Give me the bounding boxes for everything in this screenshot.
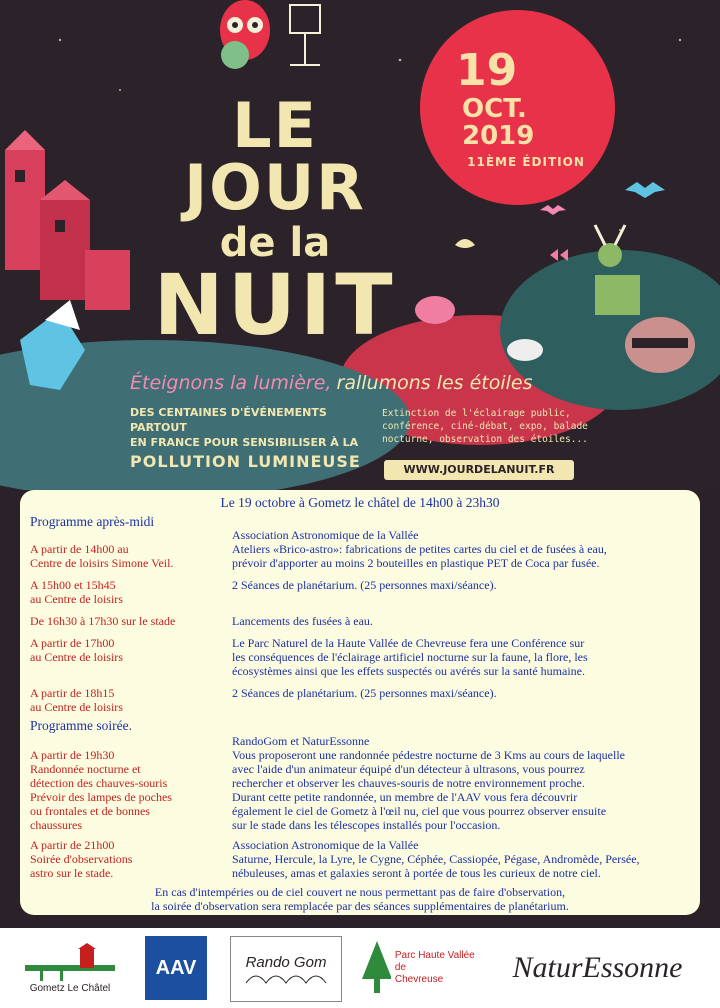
schedule-description: RandoGom et NaturEssonne Vous proposeront une randonnée pédestre nocturne de 3 Kms au cours de laquelle avec l'aide d'un animateur équipé d'un détecteur à ultrasons, vous pourrez rechercher et observer les chauves-souris de notre environnement proche. Durant cette petite randonnée, un membre de l'AAV vous fera découvrir également le ciel de Gometz à l'œil nu, ciel que vous pourrez observer ensuite sur le stade dans les télescopes installés pour l'occasion. (232, 734, 625, 832)
description-left (130, 406, 370, 472)
date-month: OCT. (462, 94, 527, 124)
schedule-time: A partir de 14h00 au Centre de loisirs Simone Veil. (30, 542, 174, 570)
bat-icon (540, 205, 566, 215)
schedule-description: Association Astronomique de la Vallée Ateliers «Brico-astro»: fabrications de petites cartes du ciel et de fusées à eau, prévoir d'apporter au moins 2 bouteilles en plastique PET de Coca par fusée. (232, 528, 607, 570)
afternoon-heading: Programme après-midi (30, 514, 155, 529)
schedule-description: Le Parc Naturel de la Haute Vallée de Chevreuse fera une Conférence sur les conséquences de l'éclairage artificiel nocturne sur la faune, la flore, les écosystèmes ainsi que les effets suspectés ou avérés sur la santé humaine. (232, 636, 588, 678)
randogom-label: Rando Gom (245, 953, 327, 971)
gometz-label: Gometz Le Châtel (29, 982, 111, 994)
website-link[interactable]: WWW.JOURDELANUIT.FR (384, 460, 574, 480)
bat-icon (625, 182, 665, 198)
edition-label: 11ÈME ÉDITION (467, 154, 585, 169)
program-panel (20, 490, 700, 915)
tree-icon (360, 939, 391, 997)
schedule-description: 2 Séances de planétarium. (25 personnes maxi/séance). (232, 686, 497, 700)
naturessonne-label: NaturEssonne (512, 951, 683, 984)
aav-logo (145, 936, 207, 1000)
date-year: 2019 (462, 121, 535, 152)
gometz-castle-icon (20, 943, 120, 983)
parc-label-2: Chevreuse (394, 974, 444, 985)
parc-chevreuse-logo (360, 936, 480, 1000)
schedule-time: De 16h30 à 17h30 sur le stade (30, 614, 176, 628)
schedule-time: A partir de 18h15 au Centre de loisirs (30, 686, 123, 714)
poster-title (150, 89, 400, 354)
schedule-time: A 15h00 et 15h45 au Centre de loisirs (30, 578, 123, 606)
lamp-illustration (290, 5, 320, 65)
naturessonne-logo (495, 936, 700, 1000)
desc-left-line-3: POLLUTION LUMINEUSE (130, 451, 361, 471)
schedule-description: Lancements des fusées à eau. (232, 614, 373, 628)
date-block (456, 45, 596, 169)
slogan (130, 372, 590, 394)
raccoon-illustration (625, 317, 695, 373)
poster-hero (0, 0, 720, 490)
schedule-time: A partir de 19h30 Randonnée nocturne et détection des chauves-souris Prévoir des lampes de poches ou frontales et de bonnes chaussures (30, 748, 172, 832)
title-line-3: NUIT (153, 256, 397, 354)
description-right: Extinction de l'éclairage public, conférence, ciné-débat, expo, balade nocturne, observation des étoiles... (382, 408, 588, 445)
randogom-logo (230, 936, 342, 1002)
slogan-part-b: rallumons les étoiles (336, 372, 533, 394)
bird-icon (455, 239, 475, 248)
partner-logos (0, 928, 720, 1008)
desc-left-line-1: DES CENTAINES D'ÉVÉNEMENTS PARTOUT (130, 406, 327, 434)
randogom-arches-icon (241, 971, 331, 985)
schedule-time: A partir de 21h00 Soirée d'observations astro sur le stade. (30, 838, 133, 880)
title-line-1: LE JOUR (184, 89, 366, 224)
houses-illustration (5, 130, 130, 310)
owl-illustration (220, 0, 270, 69)
program-title: Le 19 octobre à Gometz le châtel de 14h00 à 23h30 (220, 495, 500, 510)
gometz-logo (15, 936, 125, 1000)
date-day: 19 (456, 45, 518, 96)
parc-label-1: Parc Haute Vallée de (394, 950, 475, 973)
weather-note: En cas d'intempéries ou de ciel couvert ne nous permettant pas de faire d'observation, la soirée d'observation sera remplacée par des séances supplémentaires de planétarium. (151, 885, 569, 913)
schedule-description: Association Astronomique de la Vallée Saturne, Hercule, la Lyre, le Cygne, Céphée, Cassiopée, Pégase, Andromède, Persée, nébuleuses, amas et galaxies seront à portée de tous les curieux de notre ciel. (232, 838, 640, 880)
desc-left-line-2: EN FRANCE POUR SENSIBILISER À LA (130, 435, 359, 449)
slogan-part-a: Éteignons la lumière, (130, 372, 332, 394)
rabbit-illustration (415, 296, 455, 324)
aav-label: AAV (155, 956, 197, 979)
schedule-description: 2 Séances de planétarium. (25 personnes maxi/séance). (232, 578, 497, 592)
hedgehog-illustration (507, 339, 543, 361)
schedule-time: A partir de 17h00 au Centre de loisirs (30, 636, 123, 664)
evening-heading: Programme soirée. (30, 718, 132, 733)
title-line-2: de la (219, 220, 331, 266)
